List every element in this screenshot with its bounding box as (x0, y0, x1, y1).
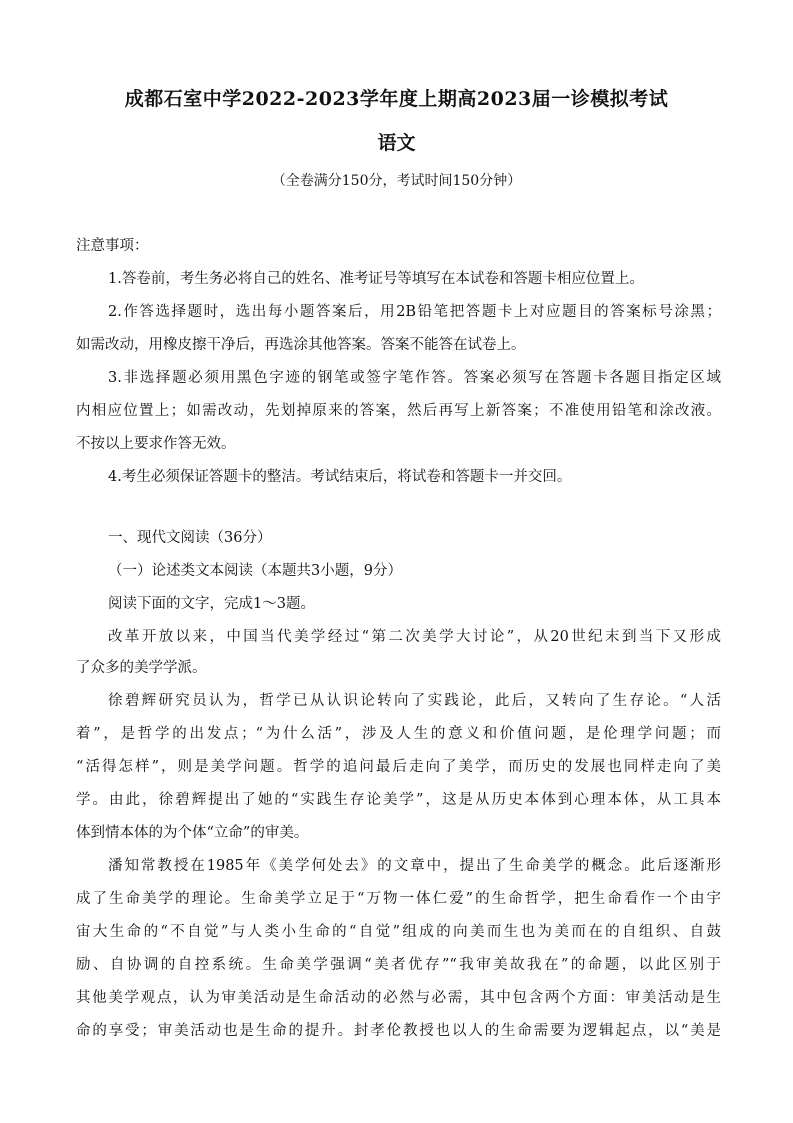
passage-line: 潘知常教授在1985年《美学何处去》的文章中，提出了生命美学的概念。此后逐渐形 (108, 858, 721, 874)
notice-line: 3.非选择题必须用黑色字迹的钢笔或签字笔作答。答案必须写在答题卡各题目指定区域 (108, 370, 721, 386)
subject-title: 语文 (377, 132, 416, 154)
section-heading: 一、现代文阅读（36分） (108, 530, 272, 546)
section-subheading: （一）论述类文本阅读（本题共3小题，9分） (108, 563, 402, 579)
passage-line: 徐碧辉研究员认为，哲学已从认识论转向了实践论，此后，又转向了生存论。“人活 (108, 693, 721, 709)
passage-line: 宙大生命的“不自觉”与人类小生命的“自觉”组成的向美而生也为美而在的自组织、自鼓 (76, 924, 721, 940)
passage-line: 其他美学观点，认为审美活动是生命活动的必然与必需，其中包含两个方面：审美活动是生 (76, 990, 721, 1006)
exam-meta: （全卷满分150分，考试时间150分钟） (271, 173, 522, 189)
passage-line: 改革开放以来，中国当代美学经过“第二次美学大讨论”，从20世纪末到当下又形成 (108, 629, 721, 645)
passage-line: 体到情本体的为个体“立命”的审美。 (76, 825, 309, 841)
passage-line: 成了生命美学的理论。生命美学立足于“万物一体仁爱”的生命哲学，把生命看作一个由宇 (76, 891, 721, 907)
passage-line: 着”，是哲学的出发点；“为什么活”，涉及人生的意义和价值问题，是伦理学问题；而 (76, 726, 721, 742)
notice-line: 内相应位置上；如需改动，先划掉原来的答案，然后再写上新答案；不准使用铅笔和涂改液。 (76, 403, 721, 419)
notice-line: 1.答卷前，考生务必将自己的姓名、准考证号等填写在本试卷和答题卡相应位置上。 (108, 271, 644, 287)
notice-line: 4.考生必须保证答题卡的整洁。考试结束后，将试卷和答题卡一并交回。 (108, 469, 572, 485)
document-title: 成都石室中学2022-2023学年度上期高2023届一诊模拟考试 (124, 88, 669, 110)
passage-line: 学。由此，徐碧辉提出了她的“实践生存论美学”，这是从历史本体到心理本体，从工具本 (76, 792, 721, 808)
passage-line: “活得怎样”，则是美学问题。哲学的追问最后走向了美学，而历史的发展也同样走向了美 (76, 759, 721, 775)
notice-heading: 注意事项： (76, 238, 149, 254)
notice-line: 2.作答选择题时，选出每小题答案后，用2B铅笔把答题卡上对应题目的答案标号涂黑； (108, 304, 721, 320)
passage-line: 励、自协调的自控系统。生命美学强调“美者优存”“我审美故我在”的命题，以此区别于 (76, 957, 721, 973)
notice-line: 不按以上要求作答无效。 (76, 436, 236, 452)
section-instruction: 阅读下面的文字，完成1～3题。 (108, 596, 315, 612)
passage-line: 了众多的美学学派。 (76, 660, 207, 676)
notice-line: 如需改动，用橡皮擦干净后，再选涂其他答案。答案不能答在试卷上。 (76, 337, 526, 353)
passage-line: 命的享受；审美活动也是生命的提升。封孝伦教授也以人的生命需要为逻辑起点，以“美是 (76, 1023, 721, 1039)
